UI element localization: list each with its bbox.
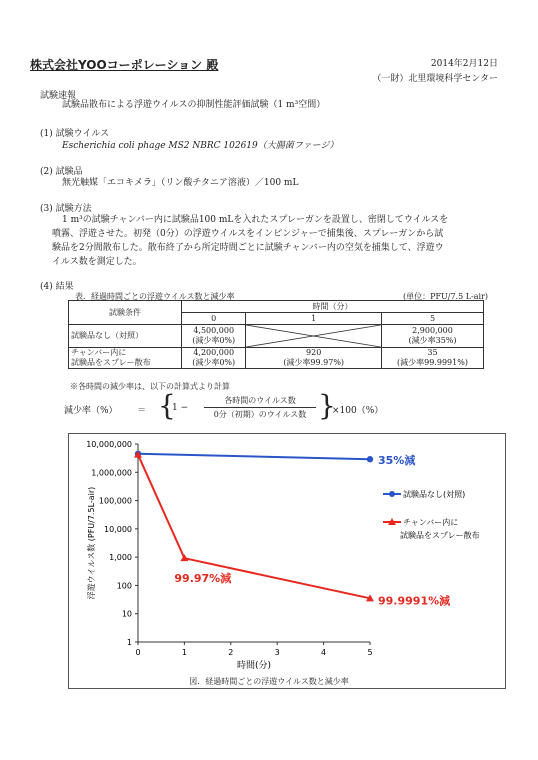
row-label: 試験品なし（対照）: [69, 325, 182, 348]
method-line-1: 1 m³の試験チャンバー内に試験品100 mLを入れたスプレーガンを設置し、密閉してウイルスを: [62, 215, 449, 225]
y-tick-label: 1,000,000: [91, 468, 132, 478]
formula-lhs: 減少率（%）: [64, 406, 118, 416]
report-type: 試験速報: [40, 91, 77, 101]
legend-marker: [389, 491, 395, 497]
organization: （一財）北里環境科学センター: [372, 74, 498, 84]
virus-body: Escherichia coli phage MS2 NBRC 102619（大腸菌ファージ）: [62, 141, 339, 151]
y-tick-label: 10,000,000: [86, 440, 132, 449]
annotation: 35%減: [378, 454, 416, 468]
table-cell: 4,200,000 (減少率0%): [182, 348, 246, 369]
table-cell: 4,500,000 (減少率0%): [182, 325, 246, 348]
data-point: [367, 456, 373, 462]
method-heading: (3) 試験方法: [40, 204, 92, 214]
legend-label: チャンバー内に: [403, 518, 459, 527]
x-tick-label: 2: [228, 648, 234, 657]
formula-one-minus: 1 −: [172, 403, 189, 413]
time-col: 5: [382, 313, 484, 325]
formula-equals: ＝: [137, 406, 147, 416]
x-tick-label: 4: [321, 648, 327, 657]
table-caption: 表．経過時間ごとの浮遊ウイルス数と減少率: [75, 292, 235, 301]
x-axis-label: 時間(分): [236, 661, 272, 671]
time-col: 1: [246, 313, 382, 325]
formula-times: ×100（%）: [332, 406, 384, 416]
method-line-2: 噴霧、浮遊させた。初発（0分）の浮遊ウイルスをインピンジャーで捕集後、スプレーガンから試: [52, 229, 444, 239]
time-col: 0: [182, 313, 246, 325]
table-note: ※各時間の減少率は、以下の計算式より計算: [70, 382, 230, 391]
formula-denominator: 0分（初期）のウイルス数: [213, 410, 307, 419]
annotation: 99.97%減: [174, 572, 232, 586]
x-tick-label: 0: [135, 648, 141, 657]
chart-caption: 図．経過時間ごとの浮遊ウイルス数と減少率: [189, 677, 349, 686]
recipient: 株式会社YOOコーポレーション 殿: [30, 58, 219, 72]
x-tick-label: 5: [367, 648, 373, 657]
y-tick-label: 10,000: [104, 524, 132, 534]
annotation: 99.9991%減: [378, 594, 451, 608]
time-header: 時間（分）: [182, 301, 484, 313]
legend-label: 試験品なし(対照): [403, 490, 466, 499]
row-label: チャンバー内に 試験品をスプレー散布: [69, 348, 182, 369]
report-date: 2014年2月12日: [430, 59, 498, 69]
y-tick-label: 100: [116, 581, 132, 591]
virus-heading: (1) 試験ウイルス: [40, 129, 110, 139]
table-cell: 2,900,000 (減少率35%): [382, 325, 484, 348]
sample-heading: (2) 試験品: [40, 167, 83, 177]
formula-numerator: 各時間のウイルス数: [224, 396, 296, 405]
results-heading: (4) 結果: [40, 282, 74, 292]
table-unit: (単位：PFU/7.5 L-air): [402, 292, 488, 301]
sample-body: 無光触媒「エコキメラ」（リン酸チタニア溶液）／100 mL: [62, 178, 299, 188]
y-tick-label: 10: [121, 609, 132, 619]
method-line-4: イルス数を測定した。: [52, 257, 142, 267]
formula-brace-left: {: [158, 389, 176, 422]
series-line: [138, 454, 370, 459]
formula-brace-right: }: [318, 389, 336, 422]
legend-label: 試験品をスプレー散布: [400, 531, 480, 540]
table-cell: 35 (減少率99.9991%): [382, 348, 484, 369]
method-line-3: 験品を2分間散布した。散布終了から所定時間ごとに試験チャンバー内の空気を捕集して、浮遊ウ: [52, 243, 444, 253]
y-tick-label: 1: [126, 638, 132, 647]
series-line: [138, 455, 370, 599]
y-tick-label: 100,000: [98, 496, 132, 506]
data-point: [180, 554, 188, 561]
y-axis-label: 浮遊ウイルス数 (PFU/7.5L-air): [87, 486, 96, 600]
table-cell: 920 (減少率99.97%): [246, 348, 382, 369]
condition-header: 試験条件: [69, 301, 182, 325]
x-tick-label: 3: [274, 648, 280, 657]
report-subject: 試験品散布による浮遊ウイルスの抑制性能評価試験（1 m³空間）: [62, 100, 326, 110]
x-tick-label: 1: [181, 648, 187, 657]
y-tick-label: 1,000: [109, 553, 132, 563]
